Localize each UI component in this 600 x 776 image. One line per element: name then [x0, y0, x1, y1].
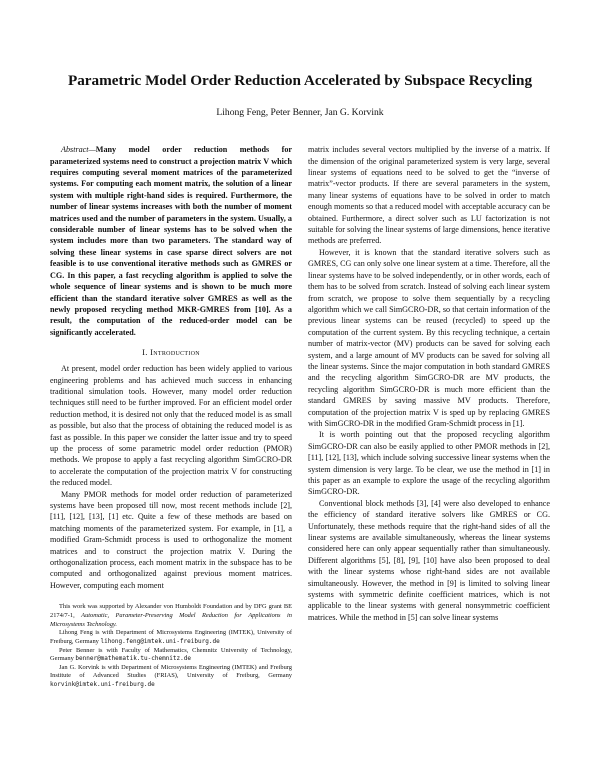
footnote-korvink: Jan G. Korvink is with Department of Microsystems Engineering (IMTEK) and Freiburg Institute of Advanced Studies (FRIAS), University of Freiburg, Germany korvink@imtek.uni-freiburg.de	[50, 663, 292, 689]
intro-paragraph-4: However, it is known that the standard iterative solvers such as GMRES, CG can only solve one linear system at a time. Therefore, all the linear systems have to be solved independently, or in other words, each of them has to be solved from scratch. Instead of solving each linear system from scratch, we propose to solve them sequentially by a recycling algorithm which we call SimGCRO-DR, so that certain information of the previous linear systems can be reused (recycled) to speed up the computation of the current system. By this recycling technique, a certain number of matrix-vector (MV) products can be saved for solving each system, and a large amount of MV products can be saved for solving all the linear systems. Since the major computation in both standard GMRES and the recycling algorithm SimGCRO-DR are MV products, the recycling algorithm SimGCRO-DR is much more efficient than the standard GMRES by saving massive MV products. Therefore, computation of the projection matrix V is sped up by replacing GMRES with SimGCRO-DR in the modified Gram-Schmidt process in [1].	[308, 247, 550, 428]
footnote-feng: Lihong Feng is with Department of Microsystems Engineering (IMTEK), University of Freiburg, Germany lihong.feng@imtek.uni-freiburg.de	[50, 629, 292, 645]
intro-paragraph-3: matrix includes several vectors multiplied by the inverse of a matrix. If the dimension of the original parameterized system is very large, several linear systems of equations need to be solved to get the “inverse of matrix”-vector products. If there are several parameters in the system, many linear systems of equations have to be solved in order to match enough moments so that a reduced model with acceptable accuracy can be obtained. Furthermore, a direct solver such as LU factorization is not suitable for solving the linear systems of large dimensions, hence iterative methods are preferred.	[308, 145, 550, 246]
email-feng[interactable]: lihong.feng@imtek.uni-freiburg.de	[100, 637, 220, 645]
intro-paragraph-6: Conventional block methods [3], [4] were also developed to enhance the efficiency of standard iterative solvers like GMRES or CG. Unfortunately, these methods require that the right-hand sides of all the linear systems are available simultaneously, whereas the linear systems considered here can only appear sequentially rather than simultaneously. Different algorithms [5], [8], [9], [10] have also been proposed to deal with the linear systems whose right-hand sides are not available simultaneously. However, the method in [9] is limited to solving linear systems with symmetric definite coefficient matrices, which is not applicable to the linear systems with general nonsymmetric coefficient matrices. While the method in [5] can solve linear systems	[308, 498, 550, 622]
abstract-text: Many model order reduction methods for parameterized systems need to construct a projection matrix V which requires computing several moment matrices of the parameterized systems. For computing each moment matrix, the solution of a linear system with multiple right-hand sides is required. Furthermore, the number of linear systems increases with both the number of moment matrices used and the number of parameters in the system. Usually, a considerable number of linear systems has to be solved when the system includes more than two parameters. The standard way of solving these linear systems in case sparse direct solvers are not feasible is to use conventional iterative methods such as GMRES or CG. In this paper, a fast recycling algorithm is applied to solve the whole sequence of linear systems and is shown to be much more efficient than the standard iterative solver GMRES as well as the newly proposed recycling method MKR-GMRES from [10]. As a result, the computation of the reduced-order model can be significantly accelerated.	[50, 145, 292, 337]
section-heading-introduction: I. Introduction	[142, 347, 200, 358]
right-column	[308, 144, 550, 689]
paper-authors: Lihong Feng, Peter Benner, Jan G. Korvink	[216, 107, 384, 119]
email-korvink[interactable]: korvink@imtek.uni-freiburg.de	[50, 681, 155, 689]
intro-paragraph-2: Many PMOR methods for model order reduction of parameterized systems have been proposed till now, most recent methods include [2], [11], [12], [13], [1] etc. Quite a few of these methods are based on matching moments of the parameterized system. For example, in [1], a modified Gram-Schmidt process is used to orthogonalize the moment matrices and to construct the projection matrix V. During the orthogonalization process, each moment matrix in the subspace has to be computed and orthogonalized against previous moment matrices. However, computing each moment	[50, 489, 292, 590]
footnote-benner: Peter Benner is with Faculty of Mathematics, Chemnitz University of Technology, Germany benner@mathematik.tu-chemnitz.de	[50, 646, 292, 663]
abstract-label: Abstract	[61, 145, 89, 155]
footnotes	[50, 603, 292, 689]
email-benner[interactable]: benner@mathematik.tu-chemnitz.de	[75, 655, 191, 663]
paper-title: Parametric Model Order Reduction Accelerated by Subspace Recycling	[67, 72, 533, 89]
footnote-project-title: Automatic, Parameter-Preserving Model Reduction for Applications in Microsystems Technology.	[50, 611, 292, 628]
abstract	[50, 144, 292, 338]
intro-paragraph-1: At present, model order reduction has been widely applied to various engineering problems and has achieved much success in enhancing traditional simulation tools. However, many model order reduction techniques still need to be further improved. For an efficient model order reduction method, it is desired not only that the reduced model is as small as possible, but also that the process of obtaining the reduced model is as fast as possible. In this paper we consider the latter issue and try to speed up the process of some parametric model order reduction (PMOR) methods. We propose to apply a fast recycling algorithm SimGCRO-DR to accelerate the computation of the projection matrix V for constructing the reduced model.	[50, 364, 292, 488]
two-column-body	[50, 144, 550, 689]
abstract-dash: —	[88, 145, 96, 155]
left-column	[50, 144, 292, 689]
intro-paragraph-5: It is worth pointing out that the proposed recycling algorithm SimGCRO-DR can also be easily applied to other PMOR methods in [2], [11], [12], [13], which include solving successive linear systems when the system dimension is very large. To be clear, we use the method in [1] in this paper as an example to explore the usage of the recycling algorithm SimGCRO-DR.	[308, 430, 550, 497]
footnote-support: This work was supported by Alexander von Humboldt Foundation and by DFG grant BE 2174/7-1, Automatic, Parameter-Preserving Model Reduction for Applications in Microsystems Technology.	[50, 603, 292, 628]
